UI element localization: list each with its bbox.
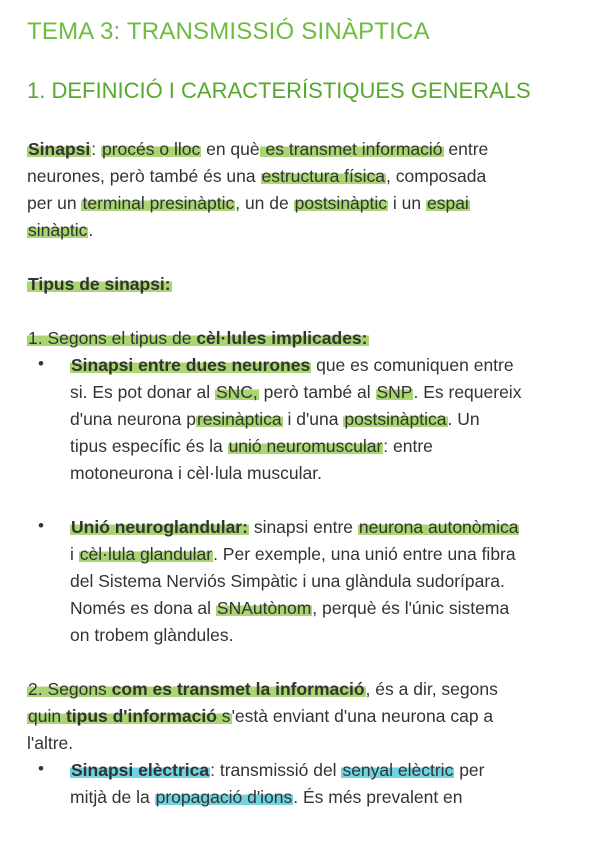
bullet-a-line-2: si. Es pot donar al SNC, però també al SNP. Es requereix <box>70 382 522 402</box>
bullet-point: • <box>38 516 44 535</box>
page-title: TEMA 3: TRANSMISSIÓ SINÀPTICA <box>27 18 430 45</box>
bullet-point: • <box>38 354 44 373</box>
criterion-2-line-3: l'altre. <box>27 733 74 753</box>
bullet-a-line-5: motoneurona i cèl·lula muscular. <box>70 463 322 483</box>
types-heading: Tipus de sinapsi: <box>28 274 171 294</box>
definition-line-1: Sinapsi: procés o lloc en què es transmet informació entre <box>28 139 489 159</box>
bullet-b-line-5: on trobem glàndules. <box>70 625 234 645</box>
bullet-b-line-3: del Sistema Nerviós Simpàtic i una glàndula sudorípara. <box>70 571 505 591</box>
term-sinapsi: Sinapsi <box>28 139 91 159</box>
criterion-2-line-1: 2. Segons com es transmet la informació, és a dir, segons <box>28 679 498 699</box>
bullet-a-line-1: Sinapsi entre dues neurones que es comuniquen entre <box>71 355 514 375</box>
definition-line-2: neurones, però també és una estructura física, composada <box>27 166 487 186</box>
bullet-b-line-4: Només es dona al SNAutònom, perquè és l'únic sistema <box>70 598 510 618</box>
bullet-point: • <box>38 759 44 778</box>
definition-line-4: sinàptic. <box>28 220 94 240</box>
section-heading: 1. DEFINICIÓ I CARACTERÍSTIQUES GENERALS <box>27 78 531 103</box>
bullet-a-line-4: tipus específic és la unió neuromuscular: entre <box>70 436 433 456</box>
bullet-c-line-2: mitjà de la propagació d'ions. És més prevalent en <box>70 787 463 807</box>
bullet-b-line-2: i cèl·lula glandular. Per exemple, una unió entre una fibra <box>70 544 516 564</box>
bullet-b-line-1: Unió neuroglandular: sinapsi entre neurona autonòmica <box>71 517 519 537</box>
bullet-c-line-1: Sinapsi elèctrica: transmissió del senyal elèctric per <box>71 760 485 780</box>
bullet-a-line-3: d'una neurona presinàptica i d'una postsinàptica. Un <box>70 409 480 429</box>
criterion-1: 1. Segons el tipus de cèl·lules implicades: <box>28 328 368 348</box>
definition-line-3: per un terminal presinàptic, un de postsinàptic i un espai <box>27 193 469 213</box>
criterion-2-line-2: quin tipus d'informació s'està enviant d'una neurona cap a <box>28 706 494 726</box>
